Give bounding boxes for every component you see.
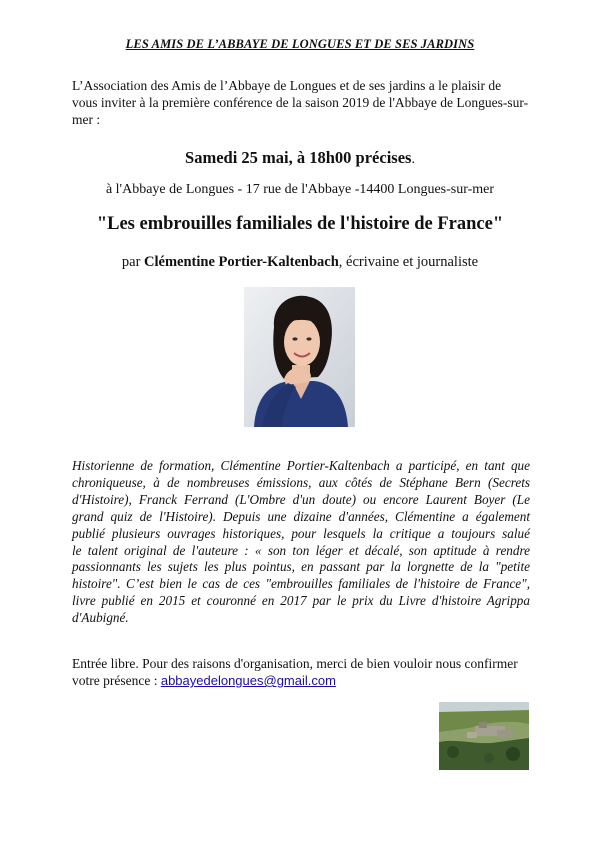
bio-line: d'Aubigné. xyxy=(72,610,129,626)
speaker-role: , écrivaine et journaliste xyxy=(338,254,479,270)
bio-line: d'Histoire), Franck Ferrand (L'Ombre d'un doute) ou encore Laurent Boyer (Le xyxy=(72,491,530,507)
access-text: Entrée libre. Pour des raisons d'organisation, merci de bien vouloir nous confirmer votre présence : xyxy=(72,656,518,688)
bio-line: grand quiz de l'Histoire). Depuis une dizaine d'années, Clémentine a également xyxy=(72,508,530,524)
bio-line: passionnants les sujets les plus pointus, en passant par la lorgnette de la "petite xyxy=(72,559,530,575)
bio-line: Historienne de formation, Clémentine Portier-Kaltenbach a participé, en tant que xyxy=(72,458,530,473)
bio-line: histoire". C’est bien le cas de ces "embrouilles familiales de l'histoire de France", xyxy=(72,576,530,592)
event-date xyxy=(0,148,600,168)
speaker-prefix: par xyxy=(121,254,141,270)
access-info xyxy=(72,655,530,689)
speaker-biography xyxy=(72,458,530,627)
bio-line: le talent original de l'auteure : « son ton léger et décalé, son aptitude à rendre xyxy=(72,542,530,558)
conference-title: "Les embrouilles familiales de l'histoire de France" xyxy=(96,214,504,234)
portrait-illustration xyxy=(244,287,355,427)
event-date-text: Samedi 25 mai, à 18h00 précises xyxy=(185,148,412,167)
bio-line: chroniqueuse, à de nombreuses émissions, aux côtés de Stéphane Bern (Secrets xyxy=(72,474,530,490)
abbey-aerial-illustration xyxy=(439,702,529,770)
contact-email-link[interactable]: abbayedelongues@gmail.com xyxy=(160,673,336,688)
speaker-line xyxy=(0,254,600,271)
abbey-aerial-photo xyxy=(439,702,529,770)
event-venue: à l'Abbaye de Longues - 17 rue de l'Abbaye -14400 Longues-sur-mer xyxy=(105,182,495,197)
event-date-tail: . xyxy=(411,152,415,167)
bio-line: livre publié en 2015 et couronné en 2017 par le prix du Livre d'histoire Agrippa xyxy=(72,593,530,609)
association-header: LES AMIS DE L’ABBAYE DE LONGUES ET DE SES JARDINS xyxy=(125,37,475,51)
speaker-name: Clémentine Portier-Kaltenbach xyxy=(144,254,339,270)
bio-line: publié plusieurs ouvrages historiques, pour lesquels la critique a toujours salué xyxy=(72,525,530,541)
invitation-intro: L’Association des Amis de l’Abbaye de Longues et de ses jardins a le plaisir de vous inviter à la première conférence de la saison 2019 de l'Abbaye de Longues-sur-mer : xyxy=(72,78,529,127)
speaker-portrait xyxy=(244,287,355,427)
